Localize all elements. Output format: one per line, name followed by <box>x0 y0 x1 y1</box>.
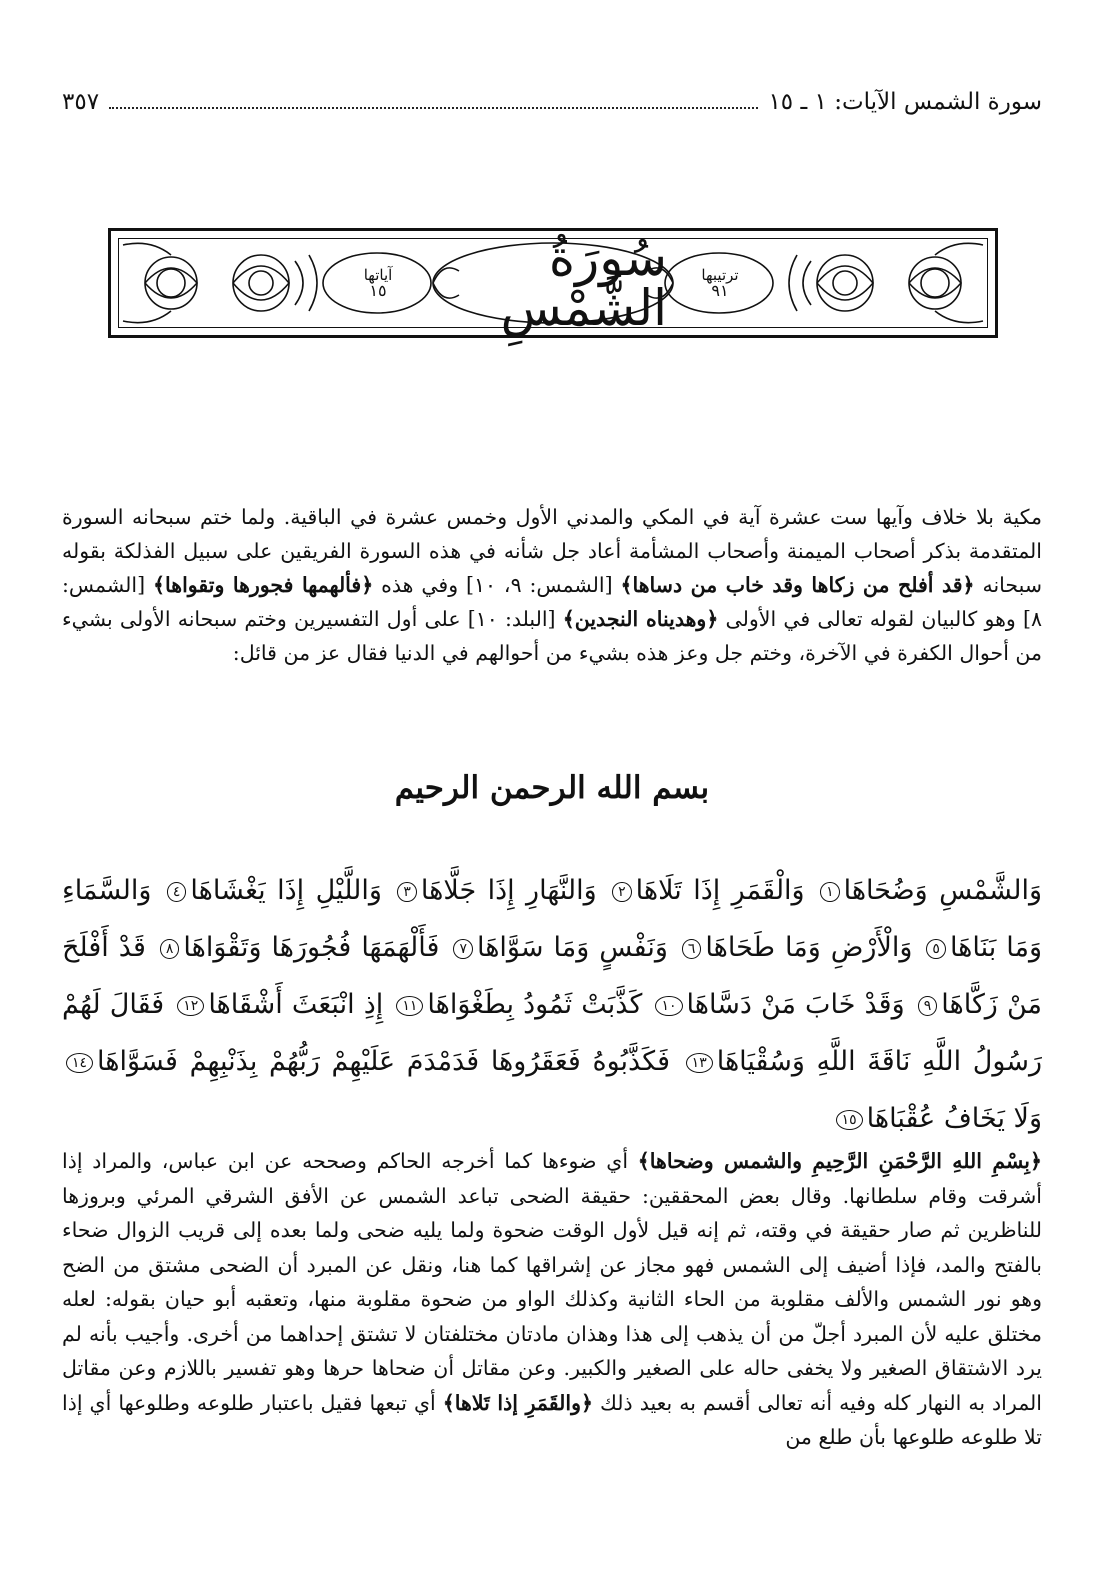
verse-text: وَالشَّمْسِ وَضُحَاهَا <box>843 875 1043 906</box>
intro-text: [البلد: ١٠] على أول التفسيرين وختم سبحانه الأولى بشيء من أحوال الكفرة في الآخرة، وختم جل وعز هذه بشيء من أحوالهم في الدنيا فقال عز من قائل: <box>62 607 1042 665</box>
commentary-paragraph <box>62 1144 1042 1455</box>
surah-order-medallion <box>677 261 763 307</box>
surah-title-banner <box>108 228 998 338</box>
verse-number-marker: ٨ <box>160 939 180 959</box>
commentary-text: أي ضوءها كما أخرجه الحاكم وصححه عن ابن عباس، والمراد إذا أشرقت وقام سلطانها. وقال بعض المحققين: حقيقة الضحى تباعد الشمس عن الأفق الشرقي المرئي وبروزها للناظرين ثم صار حقيقة في وقته، ثم إنه قيل لأول الوقت ضحوة ولما يليه ضحى ولما بعده إلى قريب الزوال ضحاء بالفتح والمد، فإذا أضيف إلى الشمس فهو مجاز عن إشراقها كما هنا، ونقل عن المبرد أن الضحى مشتق من الضح وهو نور الشمس والألف مقلوبة من الحاء الثانية وكذلك الواو من ضحوة مقلوبة منها، وتعقبه أبو حيان بقوله: لعله مختلق عليه لأن المبرد أجلّ من أن يذهب إلى هذا وهذان مادتان مختلفتان لا تشتق إحداهما من أخرى. وأجيب بأنه لم يرد الاشتقاق الصغير ولا يخفى حاله على الصغير والكبير. وعن مقاتل أن ضحاها حرها وهو تفسير باللازم وعن مقاتل المراد به النهار كله وفيه أنه تعالى أقسم به بعيد ذلك <box>62 1149 1042 1415</box>
verse-text: وَالسَّمَاءِ وَمَا بَنَاهَا <box>62 875 1043 963</box>
verse-text: وَقَدْ خَابَ مَنْ دَسَّاهَا <box>686 989 905 1020</box>
page-number: ٣٥٧ <box>62 89 100 115</box>
order-value: ٩١ <box>711 281 729 301</box>
intro-text: مكية بلا خلاف وآيها ست عشرة آية في المكي والمدني الأول وخمس عشرة في الباقية. ولما ختم سبحانه السورة المتقدمة بذكر أصحاب الميمنة وأصحاب المشأمة أعاد جل شأنه في هذه السورة الفريقين على سبيل الفذلكة بقوله سبحانه <box>62 505 1043 597</box>
running-title: سورة الشمس الآيات: ١ ـ ١٥ <box>768 89 1042 115</box>
rosette-ornament <box>233 255 289 311</box>
surah-name: سُورَةُ الشَّمْسِ <box>500 229 667 337</box>
verse-text: وَنَفْسٍ وَمَا سَوَّاهَا <box>476 932 668 963</box>
verse-number-marker: ٢ <box>612 882 632 902</box>
rosette-ornament <box>145 257 197 309</box>
verse-number-marker: ١١ <box>396 996 423 1016</box>
corner-scroll <box>123 243 171 322</box>
verses-count-medallion <box>335 261 421 307</box>
verse-number-marker: ٥ <box>926 939 946 959</box>
verse-number-marker: ١٠ <box>655 996 682 1016</box>
intro-paragraph <box>62 500 1042 670</box>
verse-number-marker: ١٢ <box>177 996 204 1016</box>
verse-text: كَذَّبَتْ ثَمُودُ بِطَغْوَاهَا <box>427 989 643 1020</box>
basmala-heading: بسم الله الرحمن الرحيم <box>394 770 710 806</box>
commentary-text: أي تبعها فقيل باعتبار طلوعه وطلوعها أي إذا تلا طلوعه طلوعها بأن طلع من <box>62 1390 1042 1449</box>
leader-dots <box>109 95 758 109</box>
quran-quote: ﴿وهديناه النجدين﴾ <box>562 607 719 631</box>
verse-number-marker: ٤ <box>167 882 187 902</box>
verses-value: ١٥ <box>369 281 387 301</box>
verse-text: وَالنَّهَارِ إِذَا جَلَّاهَا <box>420 875 597 906</box>
verse-text: فَقَالَ لَهُمْ رَسُولُ اللَّهِ نَاقَةَ اللَّهِ وَسُقْيَاهَا <box>62 989 1042 1077</box>
rosette-ornament <box>909 257 961 309</box>
quran-quote: ﴿بِسْمِ اللهِ الرَّحْمَنِ الرَّحِيمِ والشمس وضحاها﴾ <box>637 1149 1042 1173</box>
verse-text: فَأَلْهَمَهَا فُجُورَهَا وَتَقْوَاهَا <box>183 932 440 963</box>
verse-text: وَلَا يَخَافُ عُقْبَاهَا <box>866 1103 1042 1134</box>
verse-number-marker: ٩ <box>918 996 938 1016</box>
verse-text: قَدْ أَفْلَحَ مَنْ زَكَّاهَا <box>62 932 1042 1020</box>
verse-text: فَكَذَّبُوهُ فَعَقَرُوهَا فَدَمْدَمَ عَلَيْهِمْ رَبُّهُمْ بِذَنْبِهِمْ فَسَوَّاهَا <box>97 1046 671 1077</box>
quran-quote: ﴿قد أفلح من زكاها وقد خاب من دساها﴾ <box>620 573 975 597</box>
vine-ornament <box>789 255 811 311</box>
verse-text: إِذِ انْبَعَثَ أَشْقَاهَا <box>208 989 384 1020</box>
rosette-ornament <box>249 271 273 295</box>
petal-ornament <box>909 268 961 298</box>
verses-label: آياتها <box>363 265 393 284</box>
rosette-ornament <box>921 269 949 297</box>
rosette-ornament <box>817 255 873 311</box>
verse-text: وَالْأَرْضِ وَمَا طَحَاهَا <box>705 932 913 963</box>
rosette-ornament <box>157 269 185 297</box>
petal-ornament <box>145 268 197 298</box>
verse-text: وَالْقَمَرِ إِذَا تَلَاهَا <box>635 875 805 906</box>
verse-number-marker: ٣ <box>397 882 417 902</box>
verse-text: وَاللَّيْلِ إِذَا يَغْشَاهَا <box>190 875 382 906</box>
verse-number-marker: ١ <box>820 882 840 902</box>
quran-quote: ﴿والقَمَرِ إذا تَلاها﴾ <box>442 1390 593 1415</box>
vine-ornament <box>295 255 317 311</box>
quran-verses-block <box>62 862 1042 1147</box>
intro-text: [الشمس: ٩، ١٠] وفي هذه <box>373 573 621 597</box>
verse-number-marker: ١٥ <box>836 1110 863 1130</box>
running-header <box>62 82 1042 122</box>
verse-number-marker: ١٤ <box>66 1053 93 1073</box>
rosette-ornament <box>833 271 857 295</box>
verse-number-marker: ٧ <box>453 939 473 959</box>
verse-number-marker: ١٣ <box>686 1053 713 1073</box>
order-label: ترتيبها <box>701 265 739 284</box>
corner-scroll <box>935 243 983 322</box>
quran-quote: ﴿فألهمها فجورها وتقواها﴾ <box>153 573 374 597</box>
intro-text: [الشمس: ٨] وهو كالبيان لقوله تعالى في الأولى <box>62 573 1042 631</box>
verse-number-marker: ٦ <box>682 939 702 959</box>
